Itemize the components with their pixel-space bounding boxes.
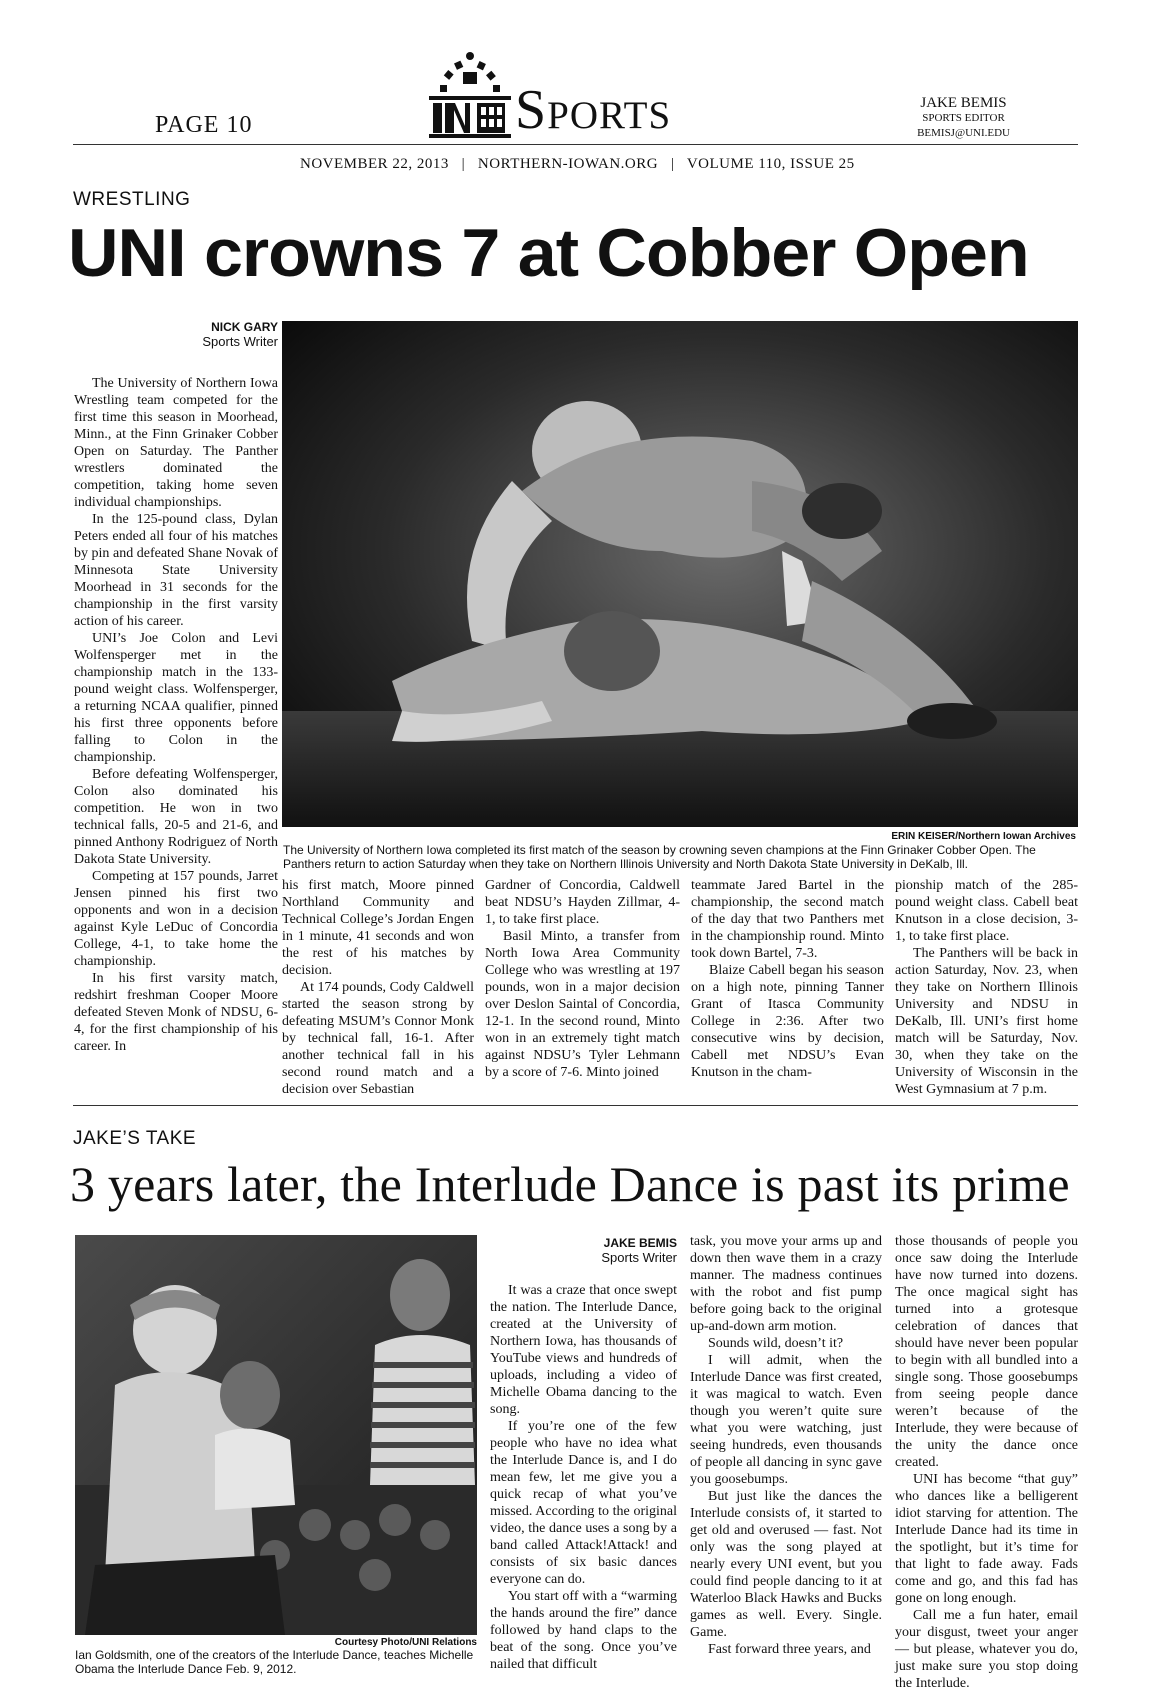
section-kicker: JAKE’S TAKE: [73, 1128, 197, 1149]
article-column: [690, 1233, 882, 1658]
editor-email[interactable]: BEMISJ@UNI.EDU: [917, 127, 1010, 139]
article-column: [485, 877, 680, 1081]
article-column: [895, 1233, 1078, 1692]
paragraph: At 174 pounds, Cody Caldwell started the season strong by defeating MSUM’s Connor Monk by technical fall, 16-1. After another technical fall in his second round match and a decision over Sebastian: [282, 980, 474, 1097]
article-column: [895, 877, 1078, 1098]
paragraph: In the 125-pound class, Dylan Peters ended all four of his matches by pin and defeated Shane Novak of Minnesota State University Moorhead in 31 seconds for the championship in the first varsity action of his career.: [74, 512, 278, 629]
section-kicker: WRESTLING: [73, 189, 191, 210]
byline-role: Sports Writer: [202, 334, 278, 349]
paragraph: Before defeating Wolfensperger, Colon also dominated his competition. He won in two technical falls, 20-5 and 21-6, and pinned Anthony Rodriguez of North Dakota State University.: [74, 767, 278, 867]
paragraph: Blaize Cabell began his season on a high note, pinning Tanner Grant of Itasca Community College in 2:36. After two consecutive wins by decision, Cabell met NDSU’s Evan Knutson in the cham-: [691, 963, 884, 1080]
editor-info: [917, 96, 1010, 141]
photo-caption: The University of Northern Iowa completed its first match of the season by crowning seven champions at the Finn Grinaker Cobber Open. The Panthers return to action Saturday when they take on Northern Illinois University and North Dakota State University in DeKalb, Ill.: [283, 843, 1036, 871]
paragraph: If you’re one of the few people who have no idea what the Interlude Dance is, and I do mean few, let me give you a quick recap of what you’ve missed. According to the original video, the dance uses a song by a band called Attack!Attack! and consists of six basic dances everyone can do.: [490, 1419, 677, 1587]
byline-name: NICK GARY: [211, 320, 278, 334]
paragraph: The University of Northern Iowa Wrestling team competed for the first time this season in Moorhead, Minn., at the Finn Grinaker Cobber Open on Saturday. The Panther wrestlers dominated the competition, taking home seven individual championships.: [74, 376, 278, 510]
paragraph: Sounds wild, doesn’t it?: [708, 1336, 844, 1351]
article-column: [282, 877, 474, 1098]
paragraph: Gardner of Concordia, Caldwell beat NDSU’s Hayden Zillmar, 4-1, to take first place.: [485, 878, 680, 927]
editor-name: JAKE BEMIS: [920, 95, 1007, 111]
article-column: [74, 375, 278, 1055]
paragraph: pionship match of the 285-pound weight class. Cabell beat Knutson in a close decision, 3-1, to take first place.: [895, 878, 1078, 944]
photo-credit: ERIN KEISER/Northern Iowan Archives: [891, 831, 1076, 842]
section-title: Sports: [515, 79, 672, 141]
divider: [73, 144, 1078, 145]
article-column: [490, 1282, 677, 1673]
paragraph: UNI has become “that guy” who dances like a belligerent idiot starving for attention. The Interlude Dance had its time in the spotlight, but it’s time for that light to fade away. Fads come and go, and this fad has gone on long enough.: [895, 1472, 1078, 1606]
masthead-logo: [425, 48, 725, 148]
photo-caption: Ian Goldsmith, one of the creators of the Interlude Dance, teaches Michelle Obama the Interlude Dance Feb. 9, 2012.: [75, 1648, 474, 1676]
paragraph: The Panthers will be back in action Saturday, Nov. 23, when they take on Northern Illinois University and NDSU in DeKalb, Ill. UNI’s first home match will be Saturday, Nov. 30, when they take on the University of Wisconsin in the West Gymnasium at 7 p.m.: [895, 946, 1078, 1097]
divider: [73, 1105, 1078, 1106]
byline-name: JAKE BEMIS: [603, 1236, 677, 1250]
byline-role: Sports Writer: [601, 1250, 677, 1265]
paragraph: those thousands of people you once saw doing the Interlude have now turned into dozens. The once magical sight has turned into a grotesque celebration of dances that should have never been popular to begin with all bundled into a single song. Those goosebumps from seeing people dance weren’t because of the Interlude, they were because of the unity the dance once created.: [895, 1234, 1078, 1470]
uni-dome-icon: [425, 48, 515, 148]
paragraph: Fast forward three years, and: [708, 1642, 871, 1657]
byline: [560, 1236, 677, 1265]
headline: 3 years later, the Interlude Dance is past its prime: [70, 1156, 1070, 1212]
article-column: [691, 877, 884, 1081]
paragraph: Basil Minto, a transfer from North Iowa Area Community College who was wrestling at 197 pounds, won in a major decision over Deslon Saintal of Concordia, 12-1. In the second round, Minto won in an extremely tight match against NDSU’s Tyler Lehmann by a score of 7-6. Minto joined: [485, 929, 680, 1080]
paragraph: teammate Jared Bartel in the championship, the second match of the day that two Panthers met in the championship round. Minto took down Bartel, 7-3.: [691, 878, 884, 961]
paragraph: Call me a fun hater, email your disgust, tweet your anger — but please, whatever you do, just make sure you stop doing the Interlude.: [895, 1608, 1078, 1691]
paragraph: You start off with a “warming the hands around the fire” dance followed by hand claps to the beat of the song. Once you’ve nailed that difficult: [490, 1589, 677, 1672]
interlude-photo: [75, 1235, 477, 1635]
paragraph: In his first varsity match, redshirt freshman Cooper Moore defeated Steven Monk of NDSU, 6-4, for the first championship of his career. In: [74, 971, 278, 1054]
editor-title: SPORTS EDITOR: [922, 112, 1005, 124]
photo-credit: Courtesy Photo/UNI Relations: [334, 1637, 477, 1648]
wrestling-photo: [282, 321, 1078, 827]
paragraph: It was a craze that once swept the nation. The Interlude Dance, created at the University of Northern Iowa, has thousands of YouTube views and hundreds of uploads, including a video of Michelle Obama dancing to the song.: [490, 1283, 677, 1417]
dateline: NOVEMBER 22, 2013 | NORTHERN-IOWAN.ORG | VOLUME 110, ISSUE 25: [300, 156, 855, 172]
headline: UNI crowns 7 at Cobber Open: [68, 215, 1029, 291]
paragraph: UNI’s Joe Colon and Levi Wolfensperger met in the championship match in the 133-pound weight class. Wolfensperger, a returning NCAA qualifier, pinned his first three opponents before falling to Colon in the championship.: [74, 631, 278, 765]
page-number: PAGE 10: [155, 112, 253, 138]
paragraph: Competing at 157 pounds, Jarret Jensen pinned his first two opponents and won in a decision against Kyle LeDuc of Concordia College, 4-1, to take home the championship.: [74, 869, 278, 969]
byline: [120, 320, 278, 349]
paragraph: I will admit, when the Interlude Dance was first created, it was magical to watch. Even though you weren’t quite sure what you were watching, just seeing hundreds, even thousands of people all dancing in sync gave you goosebumps.: [690, 1353, 882, 1487]
paragraph: But just like the dances the Interlude consists of, it started to get old and overused — fast. Not only was the song played at nearly every UNI event, but you could find people dancing to it at Waterloo Black Hawks and Bucks games as well. Every. Single. Game.: [690, 1489, 882, 1640]
paragraph: his first match, Moore pinned Northland Community and Technical College’s Jordan Engen in 1 minute, 41 seconds and won the rest of his matches by decision.: [282, 878, 474, 978]
paragraph: task, you move your arms up and down then wave them in a crazy manner. The madness continues with the robot and fist pump before going back to the original up-and-down arm motion.: [690, 1234, 882, 1334]
